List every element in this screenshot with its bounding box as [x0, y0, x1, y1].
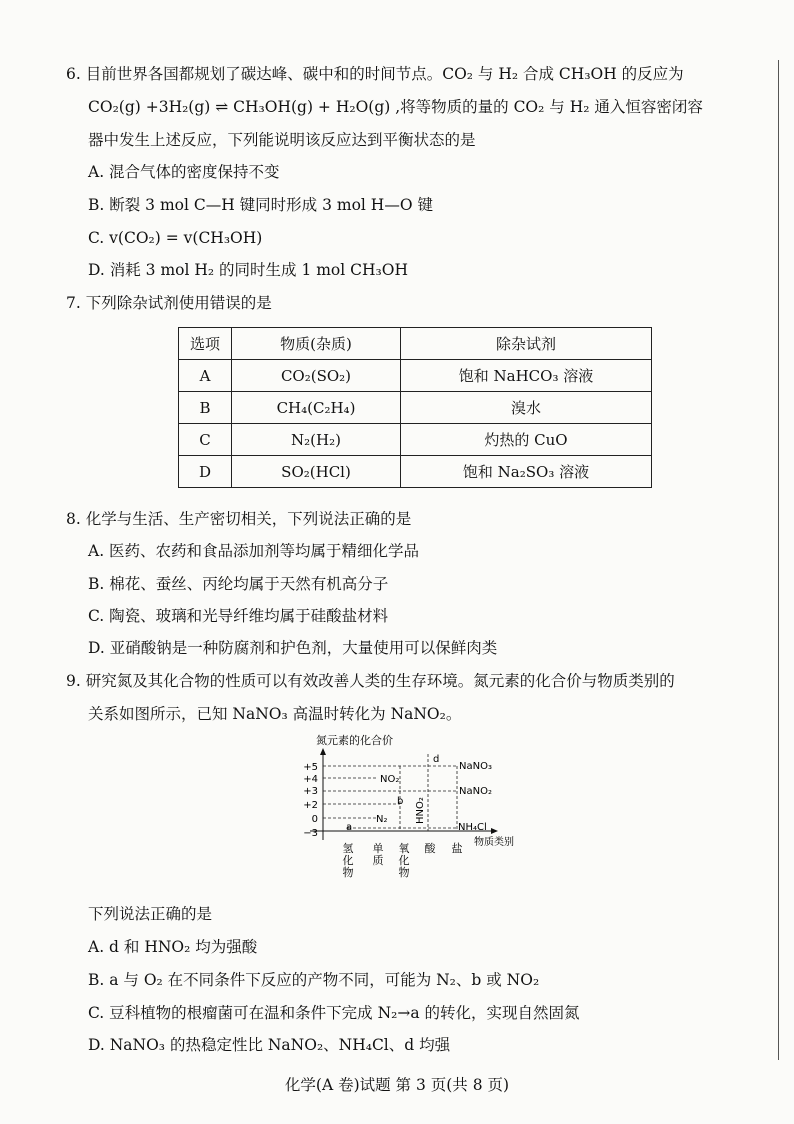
- q8-stem: 8. 化学与生活、生产密切相关，下列说法正确的是: [66, 510, 412, 528]
- y-tick-label: 0: [311, 814, 318, 825]
- table-row: [179, 456, 652, 488]
- q6-option-d: D. 消耗 3 mol H₂ 的同时生成 1 mol CH₃OH: [88, 261, 408, 279]
- table-header-row: [179, 328, 652, 360]
- point-d-label: d: [433, 754, 440, 765]
- q9-stem-line1: 9. 研究氮及其化合物的性质可以有效改善人类的生存环境。氮元素的化合价与物质类别的: [66, 672, 675, 690]
- q8-option-d: D. 亚硝酸钠是一种防腐剂和护色剂，大量使用可以保鲜肉类: [88, 639, 498, 657]
- table-header-option: 选项: [179, 328, 232, 360]
- y-tick-label: +3: [303, 786, 318, 797]
- q6-option-c: C. v(CO₂) = v(CH₃OH): [88, 229, 263, 247]
- table-cell: D: [179, 456, 232, 488]
- q9-stem-line2: 关系如图所示，已知 NaNO₃ 高温时转化为 NaNO₂。: [88, 705, 462, 723]
- x-category-label: 氧化物: [398, 842, 410, 879]
- point-a-label: a: [346, 822, 353, 833]
- q9-option-d: D. NaNO₃ 的热稳定性比 NaNO₂、NH₄Cl、d 均强: [88, 1036, 451, 1054]
- q6-option-a: A. 混合气体的密度保持不变: [88, 163, 280, 181]
- nitrogen-valence-diagram: [290, 732, 530, 890]
- point-hno2-label: HNO₂: [415, 797, 426, 824]
- table-header-substance: 物质(杂质): [232, 328, 401, 360]
- q6-stem-line2: CO₂(g) +3H₂(g) ⇌ CH₃OH(g) + H₂O(g) ,将等物质的量的 CO₂ 与 H₂ 通入恒容密闭容: [88, 98, 703, 116]
- margin-rule: [778, 60, 779, 1060]
- table-row: [179, 424, 652, 456]
- table-cell: SO₂(HCl): [232, 456, 401, 488]
- point-nano2-label: NaNO₂: [459, 786, 492, 797]
- table-cell: 灼热的 CuO: [401, 424, 652, 456]
- table-row: [179, 360, 652, 392]
- table-cell: 饱和 NaHCO₃ 溶液: [401, 360, 652, 392]
- q9-stem2: 下列说法正确的是: [88, 905, 213, 923]
- q8-option-a: A. 医药、农药和食品添加剂等均属于精细化学品: [88, 542, 420, 560]
- table-cell: 饱和 Na₂SO₃ 溶液: [401, 456, 652, 488]
- q7-stem: 7. 下列除杂试剂使用错误的是: [66, 294, 272, 312]
- table-header-reagent: 除杂试剂: [401, 328, 652, 360]
- table-cell: B: [179, 392, 232, 424]
- point-b-label: b: [397, 796, 404, 807]
- y-tick-label: +2: [303, 800, 318, 811]
- table-cell: N₂(H₂): [232, 424, 401, 456]
- table-cell: CO₂(SO₂): [232, 360, 401, 392]
- x-axis-title: 物质类别: [474, 837, 514, 848]
- q9-option-a: A. d 和 HNO₂ 均为强酸: [88, 938, 258, 956]
- q9-option-c: C. 豆科植物的根瘤菌可在温和条件下完成 N₂→a 的转化，实现自然固氮: [88, 1004, 580, 1022]
- x-category-label: 氢化物: [342, 842, 354, 879]
- q8-option-b: B. 棉花、蚕丝、丙纶均属于天然有机高分子: [88, 575, 389, 593]
- q6-stem-line1: 6. 目前世界各国都规划了碳达峰、碳中和的时间节点。CO₂ 与 H₂ 合成 CH₃OH 的反应为: [66, 65, 684, 83]
- table-row: [179, 392, 652, 424]
- q6-stem-line3: 器中发生上述反应，下列能说明该反应达到平衡状态的是: [88, 131, 476, 149]
- x-category-label: 盐: [451, 842, 463, 855]
- point-no2-label: NO₂: [380, 774, 400, 785]
- q6-option-b: B. 断裂 3 mol C—H 键同时形成 3 mol H—O 键: [88, 196, 433, 214]
- y-tick-label: +4: [303, 774, 318, 785]
- table-cell: A: [179, 360, 232, 392]
- page-footer: 化学(A 卷)试题 第 3 页(共 8 页): [284, 1076, 510, 1094]
- table-cell: CH₄(C₂H₄): [232, 392, 401, 424]
- y-axis-title: 氮元素的化合价: [316, 734, 393, 747]
- point-n2-label: N₂: [376, 814, 388, 825]
- x-category-label: 酸: [424, 842, 436, 855]
- y-tick-label: −3: [303, 828, 318, 839]
- table-cell: C: [179, 424, 232, 456]
- table-cell: 溴水: [401, 392, 652, 424]
- y-tick-label: +5: [303, 762, 318, 773]
- x-category-label: 单质: [372, 842, 384, 867]
- q8-option-c: C. 陶瓷、玻璃和光导纤维均属于硅酸盐材料: [88, 607, 389, 625]
- point-nano3-label: NaNO₃: [459, 761, 492, 772]
- q9-option-b: B. a 与 O₂ 在不同条件下反应的产物不同，可能为 N₂、b 或 NO₂: [88, 971, 540, 989]
- impurity-table: [178, 327, 652, 488]
- point-nh4cl-label: NH₄Cl: [458, 822, 487, 833]
